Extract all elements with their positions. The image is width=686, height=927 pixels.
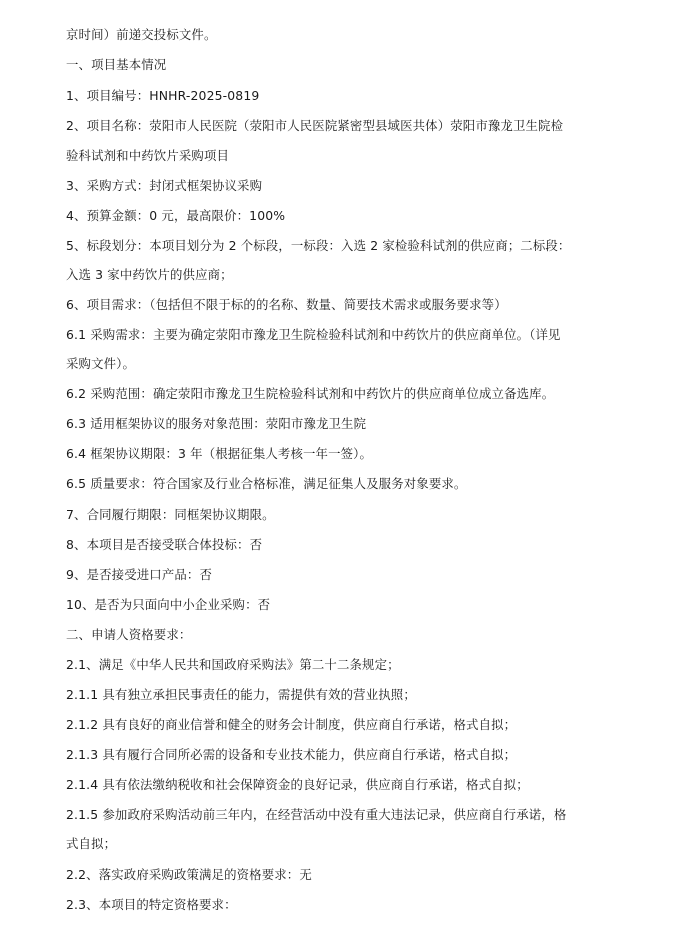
text-line: 6、项目需求：（包括但不限于标的的名称、数量、简要技术需求或服务要求等） <box>66 297 507 312</box>
text-line: 2.1.2 具有良好的商业信誉和健全的财务会计制度，供应商自行承诺，格式自拟； <box>66 717 517 732</box>
text-line: 验科试剂和中药饮片采购项目 <box>66 148 230 163</box>
text-line: 式自拟； <box>66 836 117 851</box>
text-line: 采购文件）。 <box>66 356 136 371</box>
text-line: 2.1.4 具有依法缴纳税收和社会保障资金的良好记录，供应商自行承诺，格式自拟； <box>66 777 529 792</box>
text-line: 2.1.1 具有独立承担民事责任的能力，需提供有效的营业执照； <box>66 687 416 702</box>
text-line: 6.4 框架协议期限：3 年（根据征集人考核一年一签）。 <box>66 446 373 461</box>
text-line: 6.2 采购范围：确定荥阳市豫龙卫生院检验科试剂和中药饮片的供应商单位成立备选库。 <box>66 386 555 401</box>
text-line: 1、项目编号：HNHR-2025-0819 <box>66 88 260 103</box>
text-line: 7、合同履行期限：同框架协议期限。 <box>66 507 275 522</box>
text-line: 入选 3 家中药饮片的供应商； <box>66 267 233 282</box>
text-line: 2.1.5 参加政府采购活动前三年内，在经营活动中没有重大违法记录，供应商自行承诺，格 <box>66 807 567 822</box>
text-line: 2.1.3 具有履行合同所必需的设备和专业技术能力，供应商自行承诺，格式自拟； <box>66 747 517 762</box>
text-line: 8、本项目是否接受联合体投标：否 <box>66 537 263 552</box>
section-heading: 二、申请人资格要求： <box>66 627 192 642</box>
text-line: 6.3 适用框架协议的服务对象范围：荥阳市豫龙卫生院 <box>66 416 367 431</box>
text-line: 2.1、满足《中华人民共和国政府采购法》第二十二条规定； <box>66 657 400 672</box>
text-line: 2、项目名称：荥阳市人民医院（荥阳市人民医院紧密型县域医共体）荥阳市豫龙卫生院检 <box>66 118 564 133</box>
text-line: 5、标段划分：本项目划分为 2 个标段，一标段：入选 2 家检验科试剂的供应商；二标段： <box>66 238 571 253</box>
text-line: 京时间）前递交投标文件。 <box>66 27 217 42</box>
text-line: 6.5 质量要求：符合国家及行业合格标准，满足征集人及服务对象要求。 <box>66 476 467 491</box>
text-line: 3、采购方式：封闭式框架协议采购 <box>66 178 263 193</box>
text-line: 4、预算金额：0 元，最高限价：100% <box>66 208 286 223</box>
text-line: 9、是否接受进口产品：否 <box>66 567 212 582</box>
text-line: 2.3、本项目的特定资格要求： <box>66 897 237 912</box>
section-heading: 一、项目基本情况 <box>66 57 167 72</box>
text-line: 10、是否为只面向中小企业采购：否 <box>66 597 271 612</box>
text-line: 2.2、落实政府采购政策满足的资格要求：无 <box>66 867 312 882</box>
text-line: 6.1 采购需求：主要为确定荥阳市豫龙卫生院检验科试剂和中药饮片的供应商单位。（详见 <box>66 327 561 342</box>
